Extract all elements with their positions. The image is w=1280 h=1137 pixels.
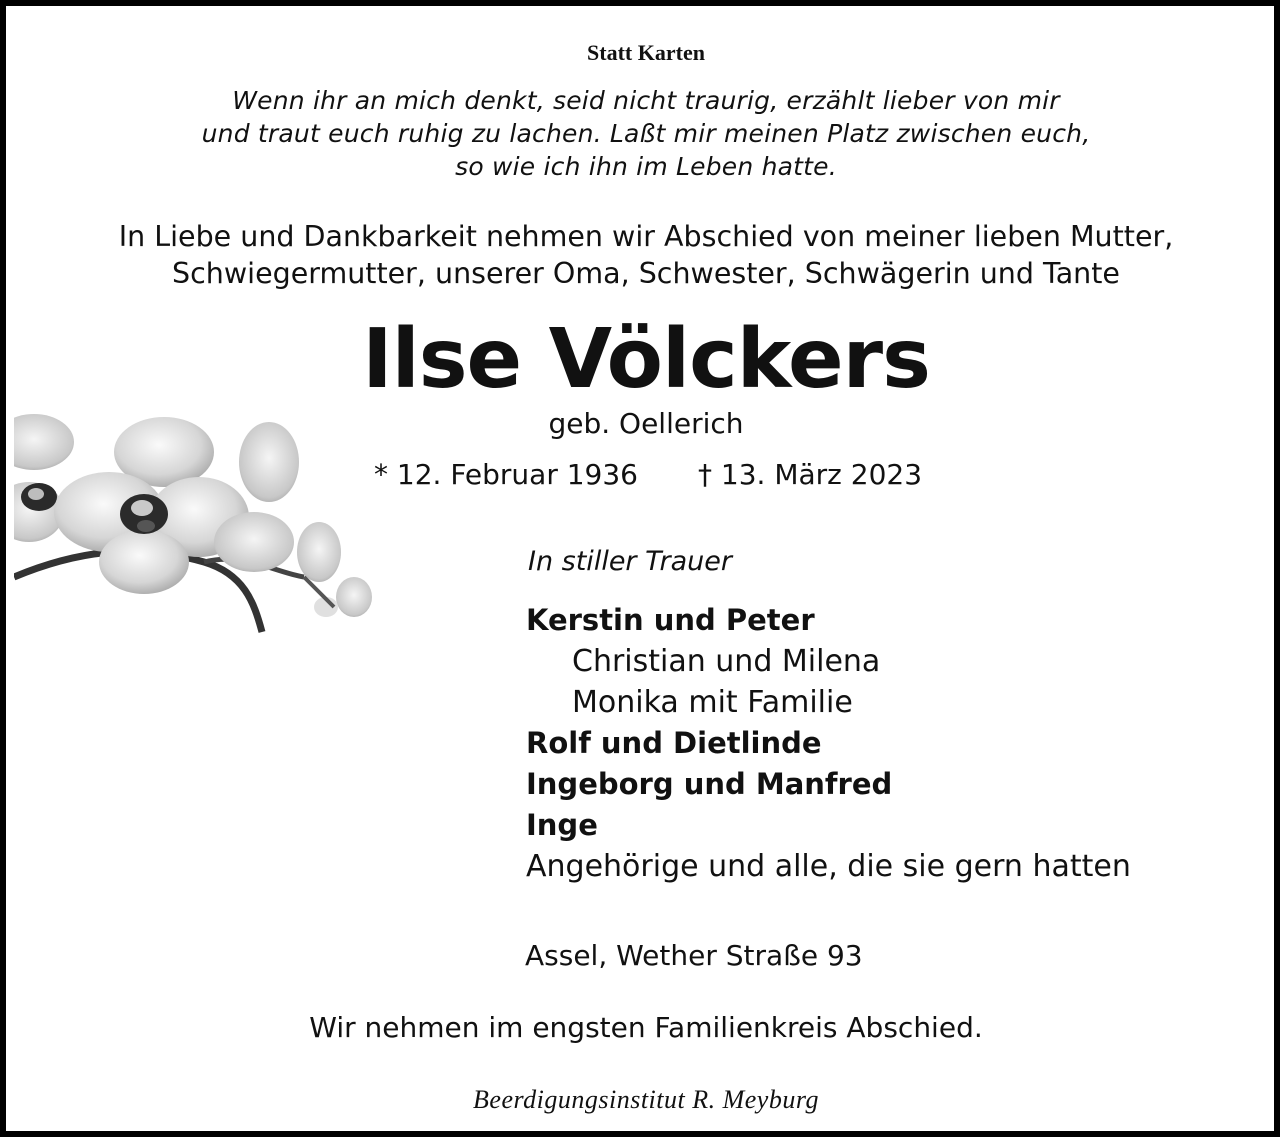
poem-line-1: Wenn ihr an mich denkt, seid nicht traurig, erzählt lieber von mir (232, 86, 1060, 115)
deceased-name: Ilse Völckers (362, 312, 930, 407)
address: Assel, Wether Straße 93 (525, 939, 863, 972)
family-entry: Kerstin und Peter (526, 603, 815, 637)
poem-line-2: und traut euch ruhig zu lachen. Laßt mir meinen Platz zwischen euch, (201, 119, 1091, 148)
death-date: † 13. März 2023 (698, 458, 923, 491)
family-entry: Christian und Milena (572, 644, 881, 679)
birth-date: * 12. Februar 1936 (374, 458, 638, 491)
intro-line-1: In Liebe und Dankbarkeit nehmen wir Abschied von meiner lieben Mutter, (118, 220, 1174, 253)
funeral-home: Beerdigungsinstitut R. Meyburg (473, 1085, 819, 1114)
header-title: Statt Karten (587, 40, 705, 65)
orchid-branch-image (14, 402, 374, 652)
family-entry: Angehörige und alle, die sie gern hatten (526, 849, 1131, 884)
mourning-label: In stiller Trauer (528, 546, 732, 577)
family-entry: Inge (526, 808, 598, 842)
poem-line-3: so wie ich ihn im Leben hatte. (455, 152, 837, 181)
family-entry: Ingeborg und Manfred (526, 767, 893, 801)
maiden-name: geb. Oellerich (548, 407, 744, 440)
family-entry: Rolf und Dietlinde (526, 726, 822, 760)
intro-line-2: Schwiegermutter, unserer Oma, Schwester, Schwägerin und Tante (172, 257, 1120, 290)
family-entry: Monika mit Familie (572, 685, 853, 720)
farewell-text: Wir nehmen im engsten Familienkreis Abschied. (309, 1011, 983, 1044)
